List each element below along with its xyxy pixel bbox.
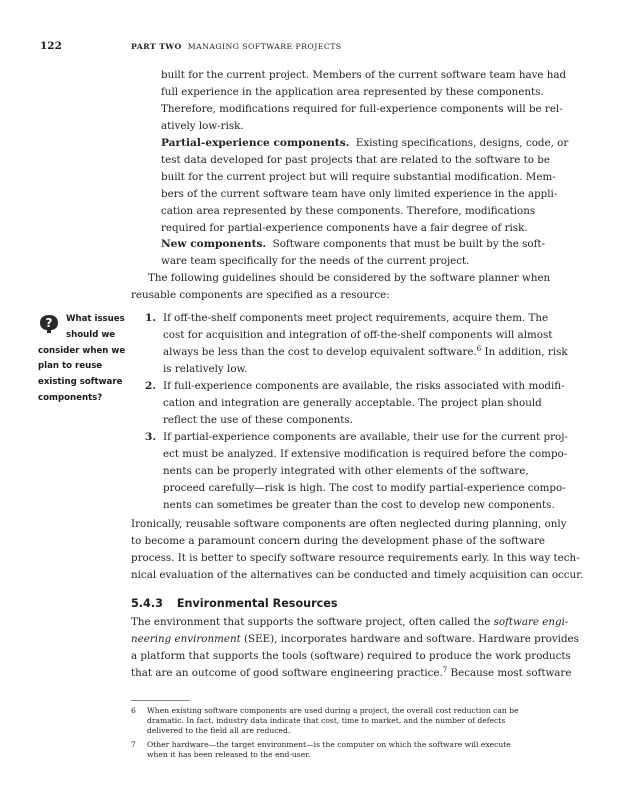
section-heading <box>131 597 338 610</box>
text-line: Therefore, modifications required for full-experience components will be rel- <box>161 102 563 115</box>
footnote <box>131 706 601 738</box>
text-line: If full-experience components are available, the risks associated with modifi- <box>163 380 565 392</box>
text-line: atively low-risk. <box>161 119 244 132</box>
guidelines-intro <box>131 270 550 304</box>
question-icon <box>38 314 60 338</box>
footnote-number: 7 <box>131 740 136 749</box>
margin-note-line: plan to reuse <box>38 361 103 372</box>
text-line: Partial-experience components. Existing specifications, designs, code, or <box>161 137 569 149</box>
italic-term: software engi- <box>493 616 569 628</box>
text-line: reusable components are specified as a resource: <box>131 288 390 301</box>
footnote-line: Other hardware—the target environment—is the computer on which the software will execute <box>147 740 511 749</box>
text-line: full experience in the application area represented by these components. <box>161 85 544 98</box>
environment-paragraph <box>131 614 579 682</box>
text-line: a platform that supports the tools (software) required to produce the work products <box>131 649 571 662</box>
text-line: built for the current project but will require substantial modification. Mem- <box>161 170 556 183</box>
list-number: 1. <box>145 312 157 324</box>
text-line: Ironically, reusable software components are often neglected during planning, only <box>131 518 567 530</box>
running-header <box>131 42 342 51</box>
text-line: to become a paramount concern during the development phase of the software <box>131 534 546 547</box>
new-components-paragraph <box>161 236 545 270</box>
italic-term: neering environment <box>131 632 241 645</box>
full-experience-continuation <box>161 67 566 135</box>
text-line: ware team specifically for the needs of the current project. <box>161 254 470 267</box>
text-line: nents can be properly integrated with other elements of the software, <box>163 464 529 477</box>
text-line: nical evaluation of the alternatives can be conducted and timely acquisition can occur. <box>131 568 584 581</box>
footnote-number: 6 <box>131 706 136 715</box>
text-line: cation and integration are generally acceptable. The project plan should <box>163 396 542 409</box>
partial-experience-paragraph <box>161 135 568 236</box>
footnote-ref: 6 <box>476 344 482 353</box>
text-line: If off-the-shelf components meet project requirements, acquire them. The <box>163 312 549 324</box>
section-title: Environmental Resources <box>176 597 338 610</box>
margin-note-line: What issues <box>66 314 125 324</box>
text-line: reflect the use of these components. <box>163 413 353 426</box>
ironically-paragraph <box>131 516 583 584</box>
text-line: is relatively low. <box>163 362 248 375</box>
footnote-line: when it has been released to the end-user. <box>147 750 311 760</box>
text-line: built for the current project. Members of the current software team have had <box>161 69 567 81</box>
footnote-line: dramatic. In fact, industry data indicate that cost, time to market, and the number of defects <box>147 716 506 726</box>
part-label: PART TWO <box>131 42 182 51</box>
footnote-divider <box>131 700 190 701</box>
list-number: 3. <box>145 431 157 443</box>
text-line: If partial-experience components are available, their use for the current proj- <box>163 431 568 443</box>
text-line: process. It is better to specify software resource requirements early. In this way tech- <box>131 551 580 564</box>
text-line: cost for acquisition and integration of off-the-shelf components will almost <box>163 328 553 341</box>
margin-note-line: should we <box>66 329 116 340</box>
footnote <box>131 740 601 762</box>
list-number: 2. <box>145 380 157 392</box>
text-line: New components. Software components that must be built by the soft- <box>161 238 546 250</box>
text-line: proceed carefully—risk is high. The cost to modify partial-experience compo- <box>163 481 566 494</box>
margin-note-line: existing software <box>38 377 123 388</box>
text-line: The following guidelines should be considered by the software planner when <box>148 272 551 284</box>
text-line: bers of the current software team have only limited experience in the appli- <box>161 187 558 200</box>
margin-note-line: components? <box>38 392 103 403</box>
text-line: nents can sometimes be greater than the cost to develop new components. <box>163 498 555 511</box>
new-components-label: New components. <box>161 238 267 250</box>
text-line: neering environment (SEE), incorporates hardware and software. Hardware provides <box>131 632 579 645</box>
section-number: 5.4.3 <box>131 597 163 610</box>
footnote-line: When existing software components are used during a project, the overall cost reduction can be <box>147 706 519 715</box>
margin-note-line: consider when we <box>38 345 126 356</box>
text-line: required for partial-experience components have a fair degree of risk. <box>161 221 528 234</box>
text-line: that are an outcome of good software engineering practice.$^7$ Because most software <box>131 665 572 679</box>
text-line: cation area represented by these components. Therefore, modifications <box>161 204 536 217</box>
text-line: ect must be analyzed. If extensive modification is required before the compo- <box>163 447 568 460</box>
part-title: MANAGING SOFTWARE PROJECTS <box>187 42 342 51</box>
footnote-line: delivered to the field all are reduced. <box>147 726 291 736</box>
svg-text:?: ? <box>45 316 53 330</box>
text-line: test data developed for past projects that are related to the software to be <box>161 153 550 166</box>
footnote-ref: 7 <box>442 665 448 674</box>
text-line: always be less than the cost to develop equivalent software.$^6$ In addition, risk <box>163 344 568 358</box>
margin-note <box>38 312 130 407</box>
partial-experience-label: Partial-experience components. <box>161 137 350 149</box>
text-line: The environment that supports the software project, often called the software engi- <box>131 616 569 628</box>
page-number: 122 <box>40 40 62 52</box>
